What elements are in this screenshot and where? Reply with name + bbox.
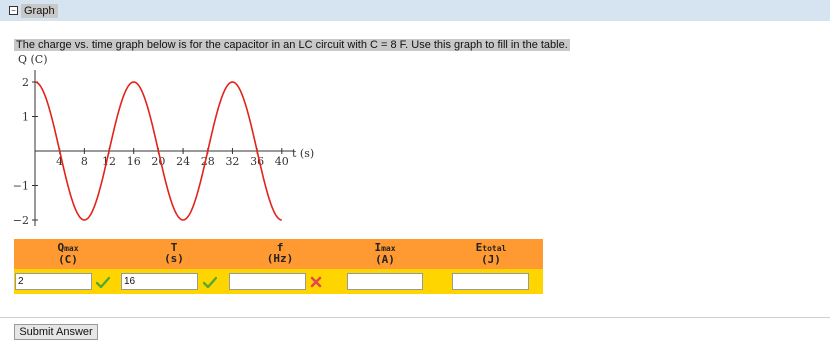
x-axis-label: t (s) <box>292 147 315 160</box>
x-tick-label: 32 <box>225 155 240 168</box>
cross-icon <box>309 276 323 288</box>
collapse-minus-icon[interactable]: − <box>9 6 18 15</box>
header-period <box>134 242 214 264</box>
check-icon <box>203 276 217 288</box>
header-imax <box>346 242 424 265</box>
header-unit: (A) <box>375 253 395 266</box>
header-subscript: max <box>381 244 396 253</box>
qmax-input[interactable]: 2 <box>15 273 92 290</box>
header-symbol: T <box>170 241 178 254</box>
frequency-input[interactable] <box>229 273 306 290</box>
header-symbol: I <box>374 241 382 254</box>
check-icon <box>96 276 110 288</box>
answer-table <box>14 239 543 294</box>
y-tick-label: −2 <box>12 214 29 227</box>
header-qmax <box>28 242 108 265</box>
header-etotal <box>452 242 530 265</box>
y-tick-label: 1 <box>22 110 29 124</box>
section-title: Graph <box>21 4 58 18</box>
x-tick-label: 16 <box>126 155 141 168</box>
x-tick-label: 24 <box>176 155 191 168</box>
submit-area <box>0 317 830 358</box>
axes <box>32 70 294 226</box>
y-tick-label: −1 <box>12 179 29 193</box>
header-symbol: E <box>475 241 483 254</box>
y-tick-label: 2 <box>22 76 29 89</box>
question-prompt: The charge vs. time graph below is for the capacitor in an LC circuit with C = 8 F. Use this graph to fill in the table. <box>16 39 568 51</box>
x-tick-label: 4 <box>56 155 64 168</box>
x-tick-label: 8 <box>80 155 88 168</box>
imax-input[interactable] <box>347 273 423 290</box>
header-unit: (s) <box>164 252 184 265</box>
header-unit: (C) <box>58 253 78 266</box>
x-tick-label: 28 <box>200 155 215 168</box>
x-tick-label: 20 <box>151 155 166 168</box>
header-row <box>14 239 543 269</box>
x-tick-label: 12 <box>102 155 117 168</box>
header-subscript: total <box>482 244 507 253</box>
header-symbol: Q <box>57 241 65 254</box>
etotal-input[interactable] <box>452 273 529 290</box>
header-subscript: max <box>64 244 79 253</box>
header-unit: (Hz) <box>266 252 294 265</box>
header-symbol: f <box>276 241 284 254</box>
header-frequency <box>240 242 320 264</box>
y-axis-label: Q (C) <box>18 53 48 66</box>
x-tick-label: 36 <box>250 155 265 168</box>
submit-answer-button[interactable]: Submit Answer <box>14 324 98 340</box>
period-input[interactable]: 16 <box>121 273 198 290</box>
x-tick-label: 40 <box>274 155 289 168</box>
header-unit: (J) <box>481 253 501 266</box>
